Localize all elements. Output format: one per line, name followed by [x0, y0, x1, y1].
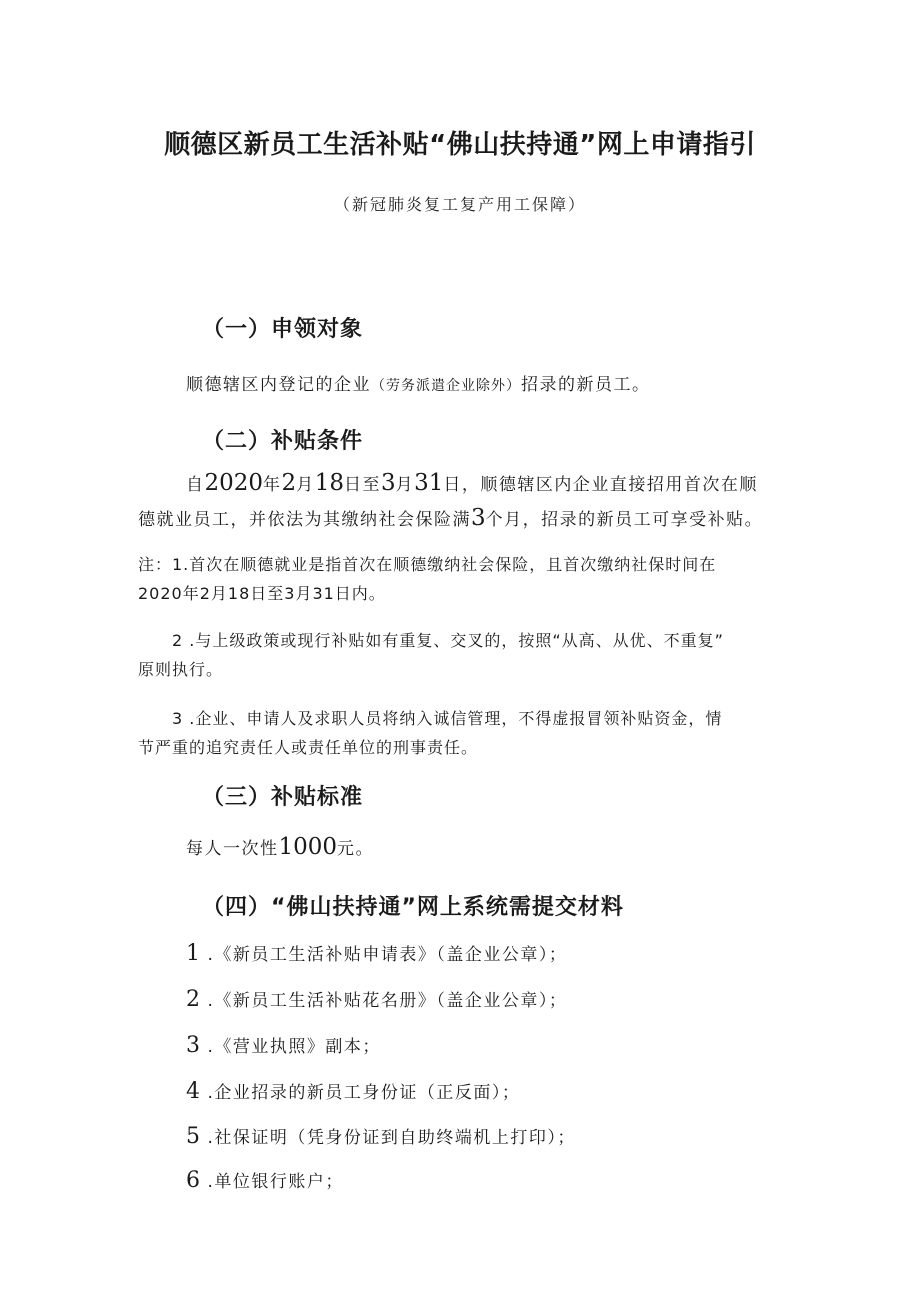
- standard-text: [186, 834, 374, 860]
- item-text: .《新员工生活补贴申请表》（盖企业公章）；: [207, 945, 568, 965]
- item-text: .《营业执照》副本；: [207, 1037, 381, 1057]
- list-item: [186, 940, 567, 966]
- item-number: 5: [186, 1124, 202, 1149]
- note-1-line-1: 注：1.首次在顺德就业是指首次在顺德缴纳社会保险，且首次缴纳社保时间在: [138, 555, 717, 574]
- text-segment: 德就业员工，并依法为其缴纳社会保险满: [138, 510, 471, 530]
- section-heading-applicants: （一）申领对象: [202, 317, 364, 342]
- document-title: 顺德区新员工生活补贴“佛山扶持通”网上申请指引: [164, 130, 756, 160]
- item-number: 1: [186, 941, 202, 966]
- item-text: .单位银行账户；: [207, 1172, 344, 1192]
- list-item: [186, 1078, 520, 1104]
- item-number: 6: [186, 1168, 202, 1193]
- section-heading-materials: （四）“佛山扶持通”网上系统需提交材料: [202, 895, 624, 920]
- text-segment: 自: [186, 475, 205, 495]
- text-segment: 月: [395, 475, 415, 495]
- item-number: 4: [186, 1079, 202, 1104]
- list-item: [186, 986, 567, 1012]
- applicants-text: [186, 370, 651, 395]
- list-item: [186, 1167, 344, 1193]
- conditions-paragraph-line-2: [138, 505, 763, 531]
- text-segment: 元。: [337, 839, 375, 859]
- month-value: 3: [380, 470, 396, 496]
- item-text: .《新员工生活补贴花名册》（盖企业公章）；: [207, 991, 568, 1011]
- text-segment: 年: [263, 475, 282, 495]
- note-3-line-2: 节严重的追究责任人或责任单位的刑事责任。: [138, 738, 479, 757]
- months-value: 3: [471, 505, 486, 531]
- day-value: 31: [414, 470, 444, 496]
- applicants-exclusion: （劳务派遣企业除外）: [371, 378, 521, 394]
- document-subtitle: （新冠肺炎复工复产用工保障）: [333, 195, 586, 214]
- conditions-paragraph-line-1: [186, 470, 758, 496]
- text-segment: 每人一次性: [186, 839, 279, 859]
- text-segment: 日至: [343, 475, 381, 495]
- note-3-line-1: 3 .企业、申请人及求职人员将纳入诚信管理，不得虚报冒领补贴资金，情: [172, 709, 723, 728]
- note-1-line-2: 2020年2月18日至3月31日内。: [138, 584, 386, 603]
- item-number: 2: [186, 987, 202, 1012]
- year-value: 2020: [204, 470, 264, 496]
- item-text: .企业招录的新员工身份证（正反面）；: [207, 1083, 521, 1103]
- text-segment: 月: [296, 475, 315, 495]
- applicants-text-a: 顺德辖区内登记的企业: [186, 375, 371, 395]
- applicants-text-b: 招录的新员工。: [521, 375, 651, 395]
- item-text: .社保证明（凭身份证到自助终端机上打印）；: [207, 1128, 576, 1148]
- list-item: [186, 1123, 576, 1149]
- day-value: 18: [314, 470, 344, 496]
- list-item: [186, 1032, 381, 1058]
- note-2-line-2: 原则执行。: [138, 660, 224, 679]
- month-value: 2: [281, 470, 297, 496]
- note-2-line-1: 2 .与上级政策或现行补贴如有重复、交叉的，按照“从高、从优、不重复”: [172, 631, 724, 650]
- section-heading-standard: （三）补贴标准: [202, 785, 364, 810]
- text-segment: 个月，招录的新员工可享受补贴。: [485, 510, 764, 530]
- subsidy-amount: 1000: [278, 834, 338, 860]
- text-segment: 日，顺德辖区内企业直接招用首次在顺: [443, 475, 758, 495]
- item-number: 3: [186, 1033, 202, 1058]
- section-heading-conditions: （二）补贴条件: [202, 429, 364, 454]
